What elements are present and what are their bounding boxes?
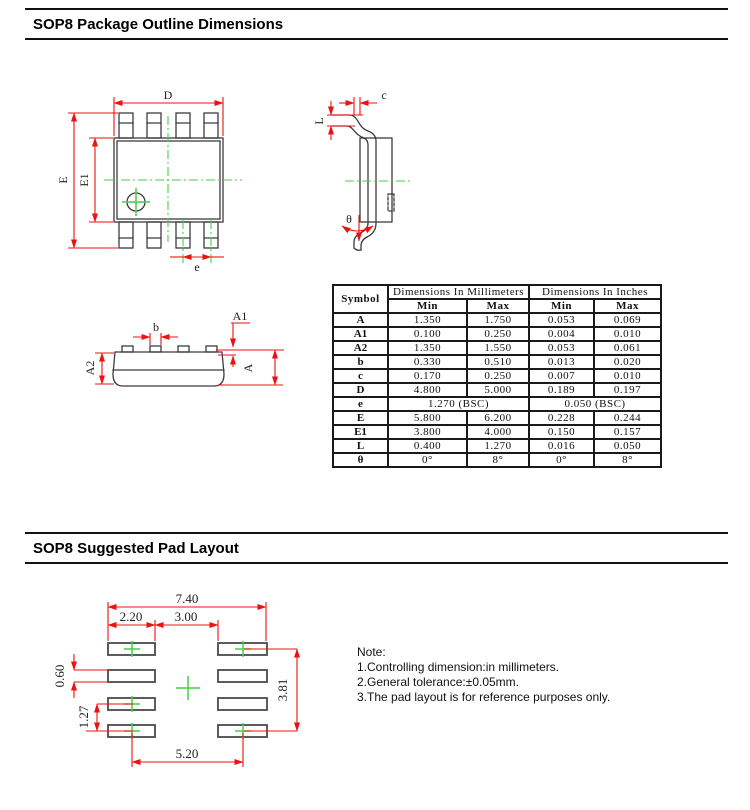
- package-top-view-drawing: [56, 80, 320, 275]
- dim-label-e: e: [194, 260, 200, 274]
- table-cell: 0.157: [594, 425, 661, 439]
- table-row: [333, 341, 661, 355]
- table-cell: 8°: [594, 453, 661, 467]
- dim-label-pad-length: 2.20: [119, 609, 143, 624]
- table-cell: 0.150: [529, 425, 594, 439]
- dim-label-E1: E1: [77, 173, 91, 187]
- dim-label-pad-height: 0.60: [52, 664, 67, 688]
- dim-label-column-span: 5.20: [175, 746, 199, 761]
- header-mm-max: Max: [467, 299, 529, 313]
- table-cell: θ: [333, 453, 388, 467]
- header-mm-min: Min: [388, 299, 467, 313]
- table-row: [333, 369, 661, 383]
- dim-label-b: b: [153, 320, 159, 334]
- table-cell: 0.053: [529, 341, 594, 355]
- table-cell: 5.800: [388, 411, 467, 425]
- header-in-max: Max: [594, 299, 661, 313]
- table-header-row: [333, 285, 661, 299]
- dim-label-total-width: 7.40: [175, 591, 199, 606]
- table-cell: A: [333, 313, 388, 327]
- table-cell: 6.200: [467, 411, 529, 425]
- table-cell: e: [333, 397, 388, 411]
- dim-label-c: c: [381, 88, 387, 102]
- table-cell: A2: [333, 341, 388, 355]
- table-cell: c: [333, 369, 388, 383]
- dimension-table-body: [333, 313, 661, 467]
- table-cell: A1: [333, 327, 388, 341]
- table-cell: 1.750: [467, 313, 529, 327]
- table-cell: 5.000: [467, 383, 529, 397]
- table-cell: 0°: [529, 453, 594, 467]
- table-row: [333, 453, 661, 467]
- table-cell: 0.020: [594, 355, 661, 369]
- table-cell: 1.550: [467, 341, 529, 355]
- table-cell: 8°: [467, 453, 529, 467]
- table-row: [333, 383, 661, 397]
- table-cell: 0.330: [388, 355, 467, 369]
- table-cell: 0.050: [594, 439, 661, 453]
- table-row: [333, 411, 661, 425]
- table-cell: E: [333, 411, 388, 425]
- table-cell: 0.004: [529, 327, 594, 341]
- table-cell: 0°: [388, 453, 467, 467]
- table-cell: 0.061: [594, 341, 661, 355]
- package-dimensions-table: [332, 284, 662, 468]
- table-cell: b: [333, 355, 388, 369]
- dimension-lines: [56, 88, 224, 274]
- table-row: [333, 425, 661, 439]
- dim-label-A1: A1: [232, 309, 248, 323]
- table-cell: 0.016: [529, 439, 594, 453]
- dim-label-theta: θ: [346, 212, 352, 226]
- table-cell: 0.400: [388, 439, 467, 453]
- table-cell: 0.069: [594, 313, 661, 327]
- table-cell: E1: [333, 425, 388, 439]
- table-cell: L: [333, 439, 388, 453]
- note-block: [357, 645, 657, 705]
- dim-label-L: L: [312, 117, 326, 125]
- table-row: [333, 355, 661, 369]
- header-millimeters: Dimensions In Millimeters: [388, 285, 529, 299]
- table-row: [333, 327, 661, 341]
- table-cell: D: [333, 383, 388, 397]
- note-title: Note:: [357, 645, 386, 659]
- table-cell: 1.350: [388, 313, 467, 327]
- table-cell: 1.270: [467, 439, 529, 453]
- pad-layout-drawing: [0, 590, 340, 780]
- front-body-outline: [113, 346, 224, 386]
- table-cell: 1.270 (BSC): [388, 397, 529, 411]
- table-cell: 0.053: [529, 313, 594, 327]
- table-cell: 0.100: [388, 327, 467, 341]
- package-side-view-drawing: [312, 75, 445, 255]
- table-cell: 0.007: [529, 369, 594, 383]
- table-cell: 4.000: [467, 425, 529, 439]
- table-cell: 0.010: [594, 327, 661, 341]
- header-in-min: Min: [529, 299, 594, 313]
- table-cell: 0.510: [467, 355, 529, 369]
- note-line: 2.General tolerance:±0.05mm.: [357, 675, 519, 689]
- dim-label-E: E: [56, 176, 70, 184]
- table-cell: 3.800: [388, 425, 467, 439]
- table-cell: 0.189: [529, 383, 594, 397]
- note-line: 3.The pad layout is for reference purposes only.: [357, 690, 611, 704]
- table-cell: 0.228: [529, 411, 594, 425]
- header-symbol: Symbol: [333, 285, 388, 313]
- table-cell: 0.250: [467, 369, 529, 383]
- dim-label-A2: A2: [83, 360, 97, 376]
- table-row: [333, 397, 661, 411]
- dim-label-D: D: [163, 88, 173, 102]
- dim-label-row-span: 3.81: [275, 678, 290, 702]
- dim-label-pad-pitch: 1.27: [76, 705, 91, 729]
- table-cell: 1.350: [388, 341, 467, 355]
- table-cell: 0.250: [467, 327, 529, 341]
- note-line: 1.Controlling dimension:in millimeters.: [357, 660, 560, 674]
- table-cell: 0.170: [388, 369, 467, 383]
- section-title-pad-layout: SOP8 Suggested Pad Layout: [25, 532, 728, 564]
- section-title-package-outline: SOP8 Package Outline Dimensions: [25, 8, 728, 40]
- header-inches: Dimensions In Inches: [529, 285, 661, 299]
- table-cell: 0.050 (BSC): [529, 397, 661, 411]
- table-cell: 0.197: [594, 383, 661, 397]
- table-cell: 0.244: [594, 411, 661, 425]
- pad-dimension-lines: [52, 591, 297, 767]
- dim-label-A: A: [241, 363, 255, 373]
- table-cell: 0.013: [529, 355, 594, 369]
- dim-label-center-gap: 3.00: [174, 609, 198, 624]
- table-row: [333, 439, 661, 453]
- package-front-view-drawing: [60, 300, 290, 430]
- table-cell: 4.800: [388, 383, 467, 397]
- table-cell: 0.010: [594, 369, 661, 383]
- table-row: [333, 313, 661, 327]
